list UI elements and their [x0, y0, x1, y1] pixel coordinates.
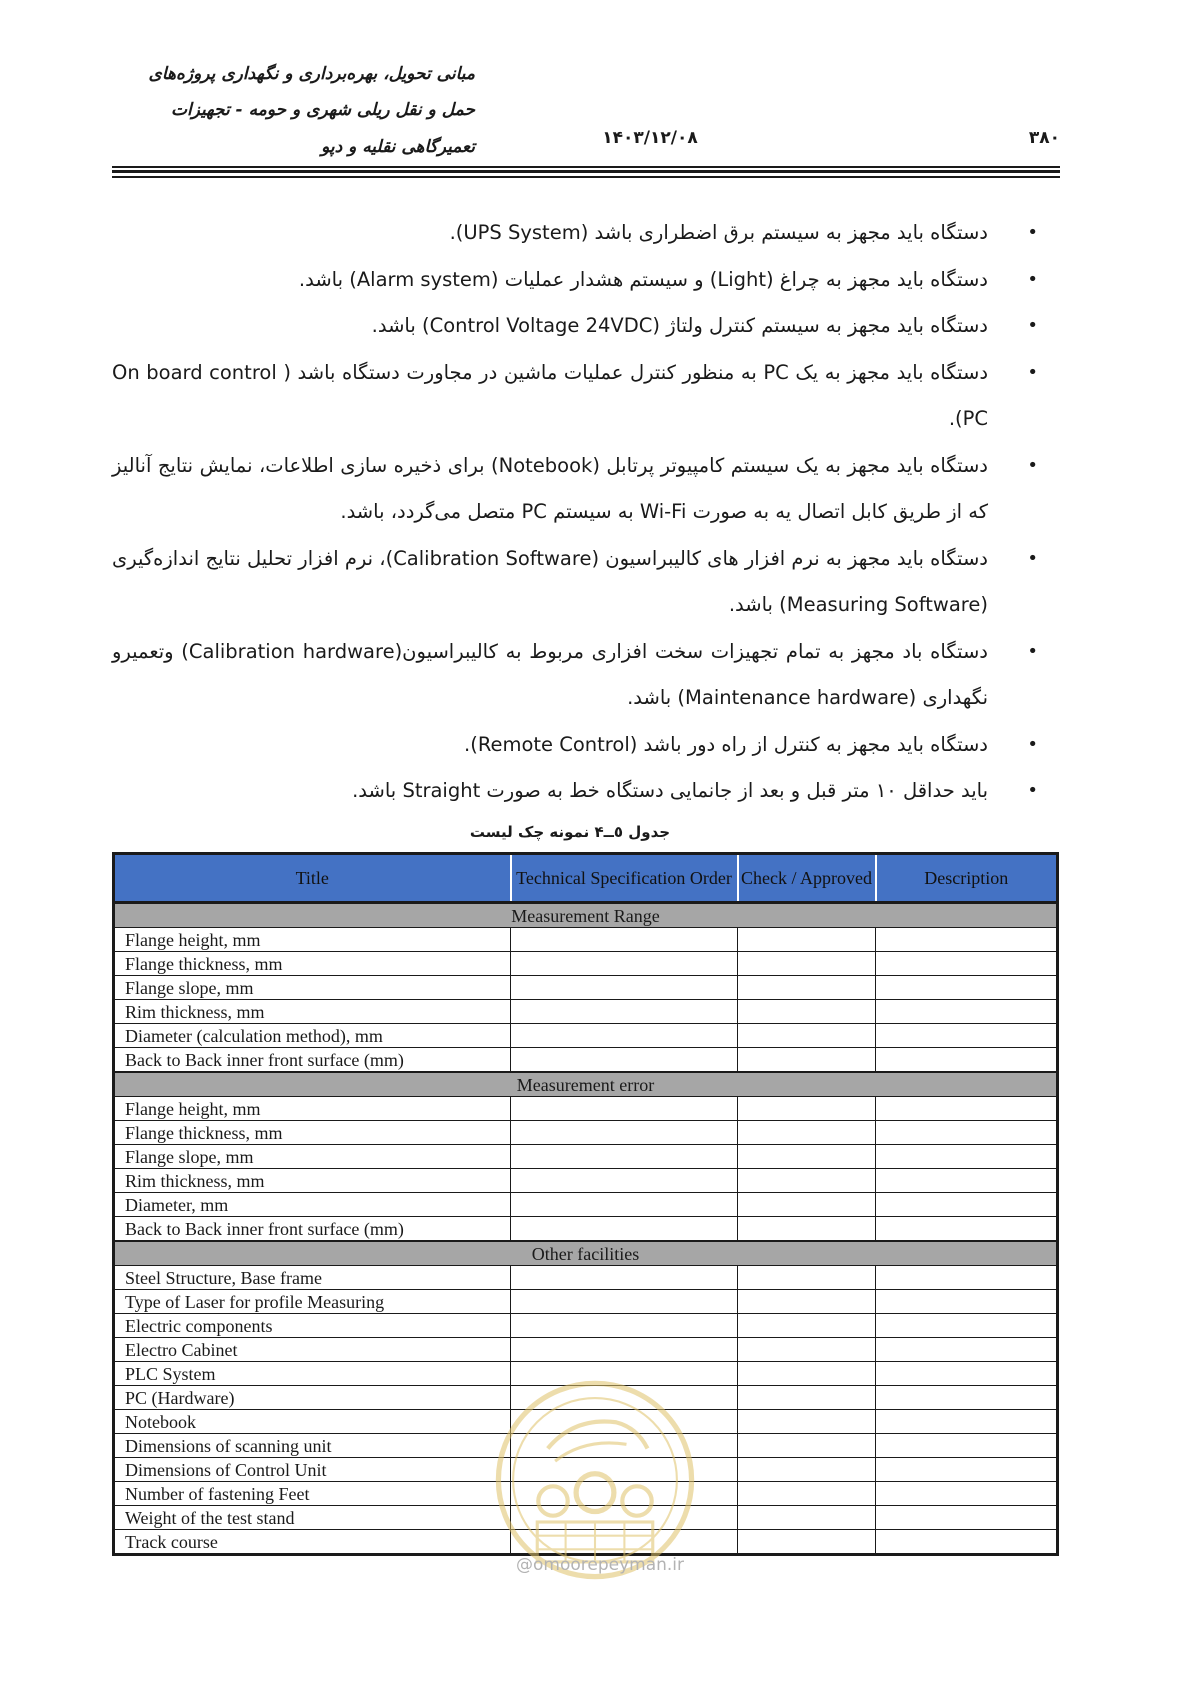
check-cell[interactable] [738, 1097, 876, 1121]
specification-cell[interactable] [511, 1338, 738, 1362]
table-row [114, 1121, 1058, 1145]
row-title: Steel Structure, Base frame [114, 1266, 511, 1290]
column-header-specification: Technical Specification Order [511, 854, 738, 903]
table-header-row [114, 854, 1058, 903]
specification-cell[interactable] [511, 1024, 738, 1048]
description-cell[interactable] [876, 1193, 1058, 1217]
check-cell[interactable] [738, 1386, 876, 1410]
description-cell[interactable] [876, 1266, 1058, 1290]
section-title: Measurement error [114, 1072, 1058, 1097]
row-title: Flange slope, mm [114, 1145, 511, 1169]
table-row [114, 1290, 1058, 1314]
row-title: Flange slope, mm [114, 976, 511, 1000]
header-divider [112, 176, 1060, 178]
table-row [114, 1145, 1058, 1169]
description-cell[interactable] [876, 1290, 1058, 1314]
section-title: Other facilities [114, 1241, 1058, 1266]
specification-cell[interactable] [511, 1217, 738, 1242]
description-cell[interactable] [876, 952, 1058, 976]
description-cell[interactable] [876, 1530, 1058, 1555]
check-cell[interactable] [738, 1434, 876, 1458]
table-row [114, 952, 1058, 976]
requirement-text: دستگاه باید مجهز به نرم افزار های کالیبراسیون (Calibration Software)، نرم افزار تحلیل نتایج اندازه‌گیری (Measuring Software) باشد. [111, 546, 988, 616]
header-title-line-1: مبانی تحویل، بهره‌برداری و نگهداری پروژه‌های [148, 64, 475, 84]
table-row [114, 1266, 1058, 1290]
specification-cell[interactable] [511, 1097, 738, 1121]
requirement-text: دستگاه باید مجهز به یک سیستم کامپیوتر پرتابل (Notebook) برای ذخیره سازی اطلاعات، نمایش نتایج آنالیز که از طریق کابل اتصال یه به صورت Wi-Fi به سیستم PC متصل می‌گردد، باشد. [112, 453, 988, 523]
check-cell[interactable] [738, 952, 876, 976]
specification-cell[interactable] [511, 1048, 738, 1073]
table-section-row [114, 903, 1058, 928]
bullet-icon: • [1027, 780, 1038, 801]
header-date: ۱۴۰۳/۱۲/۰۸ [602, 128, 698, 148]
description-cell[interactable] [876, 1314, 1058, 1338]
row-title: Flange thickness, mm [114, 952, 511, 976]
check-cell[interactable] [738, 1217, 876, 1242]
specification-cell[interactable] [511, 1000, 738, 1024]
header-divider [112, 170, 1060, 173]
column-header-description: Description [876, 854, 1058, 903]
table-row [114, 1193, 1058, 1217]
table-row [114, 1314, 1058, 1338]
requirement-text: دستگاه باید مجهز به سیستم برق اضطراری باشد (UPS System). [449, 221, 988, 244]
specification-cell[interactable] [511, 1314, 738, 1338]
row-title: PC (Hardware) [114, 1386, 511, 1410]
requirement-text: دستگاه باید مجهز به چراغ (Light) و سیستم هشدار عملیات (Alarm system) باشد. [298, 267, 988, 291]
requirement-text: دستگاه باید مجهز به سیستم کنترل ولتاژ (Control Voltage 24VDC) باشد. [371, 314, 988, 337]
table-row [114, 976, 1058, 1000]
requirement-text: دستگاه باد مجهز به تمام تجهیزات سخت افزاری مربوط به کالیبراسیون(Calibration hardware) وتعمیرو نگهداری (Maintenance hardware) باشد. [112, 639, 988, 709]
description-cell[interactable] [876, 1338, 1058, 1362]
specification-cell[interactable] [511, 1193, 738, 1217]
table-caption: جدول ٥ــ۴ نمونه چک لیست [469, 823, 671, 841]
row-title: Electric components [114, 1314, 511, 1338]
requirement-item [112, 257, 1060, 304]
table-row [114, 1097, 1058, 1121]
check-cell[interactable] [738, 1362, 876, 1386]
section-title: Measurement Range [114, 903, 1058, 928]
check-cell[interactable] [738, 1000, 876, 1024]
check-cell[interactable] [738, 1048, 876, 1073]
bullet-icon: • [1027, 640, 1038, 662]
description-cell[interactable] [876, 1434, 1058, 1458]
check-cell[interactable] [738, 976, 876, 1000]
requirement-item [112, 350, 1060, 443]
row-title: Diameter (calculation method), mm [114, 1024, 511, 1048]
bullet-icon: • [1027, 222, 1038, 243]
row-title: Number of fastening Feet [114, 1482, 511, 1506]
check-cell[interactable] [738, 1506, 876, 1530]
specification-cell[interactable] [511, 1290, 738, 1314]
row-title: Track course [114, 1530, 511, 1555]
requirement-text: باید حداقل ۱۰ متر قبل و بعد از جانمایی دستگاه خط به صورت Straight باشد. [352, 779, 988, 802]
check-cell[interactable] [738, 1530, 876, 1555]
bullet-icon: • [1027, 547, 1038, 569]
check-cell[interactable] [738, 1145, 876, 1169]
watermark-url: @omoorepeyman.ir [515, 1555, 685, 1575]
requirement-item [112, 210, 1060, 257]
description-cell[interactable] [876, 1024, 1058, 1048]
check-cell[interactable] [738, 1266, 876, 1290]
table-row [114, 1048, 1058, 1073]
description-cell[interactable] [876, 1169, 1058, 1193]
description-cell[interactable] [876, 1121, 1058, 1145]
specification-cell[interactable] [511, 1266, 738, 1290]
table-row [114, 1169, 1058, 1193]
check-cell[interactable] [738, 1482, 876, 1506]
bullet-icon: • [1027, 733, 1038, 755]
column-header-title: Title [114, 854, 511, 903]
description-cell[interactable] [876, 1097, 1058, 1121]
table-row [114, 1338, 1058, 1362]
requirement-item [112, 536, 1060, 629]
description-cell[interactable] [876, 1410, 1058, 1434]
description-cell[interactable] [876, 1362, 1058, 1386]
description-cell[interactable] [876, 1482, 1058, 1506]
description-cell[interactable] [876, 1048, 1058, 1073]
description-cell[interactable] [876, 1458, 1058, 1482]
check-cell[interactable] [738, 1314, 876, 1338]
requirement-text: دستگاه باید مجهز به یک PC به منظور کنترل عملیات ماشین در مجاورت دستگاه باشد ( On board control PC). [112, 360, 989, 430]
specification-cell[interactable] [511, 1121, 738, 1145]
specification-cell[interactable] [511, 976, 738, 1000]
specification-cell[interactable] [511, 1169, 738, 1193]
bullet-icon: • [1027, 454, 1038, 476]
row-title: Flange thickness, mm [114, 1121, 511, 1145]
specification-cell[interactable] [511, 952, 738, 976]
check-cell[interactable] [738, 1169, 876, 1193]
check-cell[interactable] [738, 1024, 876, 1048]
header-divider [112, 166, 1060, 168]
check-cell[interactable] [738, 1193, 876, 1217]
watermark-logo-icon [490, 1375, 700, 1585]
row-title: PLC System [114, 1362, 511, 1386]
bullet-icon: • [1027, 361, 1038, 383]
row-title: Diameter, mm [114, 1193, 511, 1217]
row-title: Dimensions of Control Unit [114, 1458, 511, 1482]
check-cell[interactable] [738, 928, 876, 952]
description-cell[interactable] [876, 1386, 1058, 1410]
check-cell[interactable] [738, 1410, 876, 1434]
page-number: ۳۸۰ [1028, 128, 1060, 148]
row-title: Notebook [114, 1410, 511, 1434]
table-row [114, 1217, 1058, 1242]
description-cell[interactable] [876, 1145, 1058, 1169]
check-cell[interactable] [738, 1290, 876, 1314]
specification-cell[interactable] [511, 1145, 738, 1169]
header-title-line-2: حمل و نقل ریلی شهری و حومه - تجهیزات [170, 100, 475, 120]
bullet-icon: • [1027, 268, 1038, 290]
description-cell[interactable] [876, 1217, 1058, 1242]
row-title: Back to Back inner front surface (mm) [114, 1048, 511, 1073]
description-cell[interactable] [876, 1000, 1058, 1024]
column-header-check: Check / Approved [738, 854, 876, 903]
table-section-row [114, 1072, 1058, 1097]
check-cell[interactable] [738, 1121, 876, 1145]
row-title: Flange height, mm [114, 1097, 511, 1121]
row-title: Dimensions of scanning unit [114, 1434, 511, 1458]
requirement-item [112, 629, 1060, 722]
requirements-list [112, 210, 1060, 815]
row-title: Flange height, mm [114, 928, 511, 952]
requirement-text: دستگاه باید مجهز به کنترل از راه دور باشد (Remote Control). [464, 732, 988, 756]
table-section-row [114, 1241, 1058, 1266]
row-title: Rim thickness, mm [114, 1169, 511, 1193]
table-row [114, 1024, 1058, 1048]
description-cell[interactable] [876, 976, 1058, 1000]
row-title: Rim thickness, mm [114, 1000, 511, 1024]
description-cell[interactable] [876, 1506, 1058, 1530]
requirement-item [112, 303, 1060, 350]
description-cell[interactable] [876, 928, 1058, 952]
row-title: Electro Cabinet [114, 1338, 511, 1362]
bullet-icon: • [1027, 315, 1038, 336]
check-cell[interactable] [738, 1338, 876, 1362]
requirement-item [112, 768, 1060, 815]
table-row [114, 928, 1058, 952]
table-row [114, 1000, 1058, 1024]
row-title: Type of Laser for profile Measuring [114, 1290, 511, 1314]
row-title: Back to Back inner front surface (mm) [114, 1217, 511, 1242]
specification-cell[interactable] [511, 928, 738, 952]
check-cell[interactable] [738, 1458, 876, 1482]
requirement-item [112, 443, 1060, 536]
requirement-item [112, 722, 1060, 769]
header-title-line-3: تعمیرگاهی نقلیه و دپو [321, 137, 475, 157]
row-title: Weight of the test stand [114, 1506, 511, 1530]
